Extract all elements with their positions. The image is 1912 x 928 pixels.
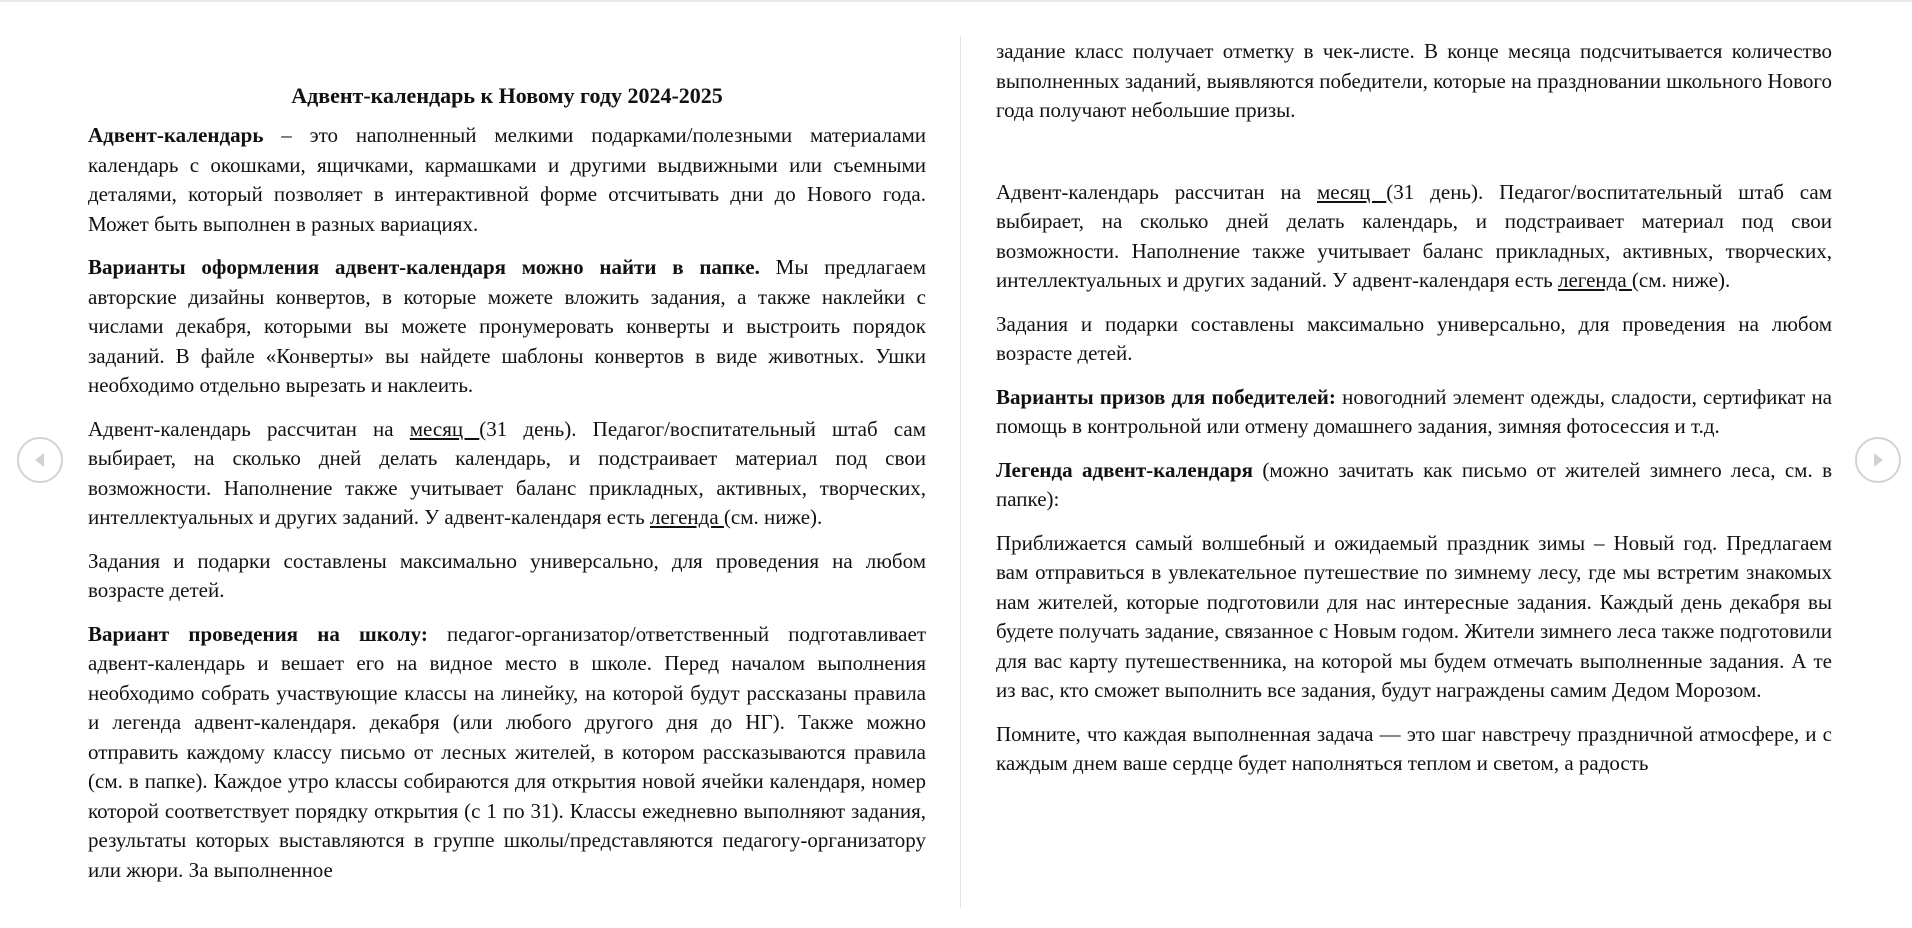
bold-term: Адвент-календарь <box>88 123 264 147</box>
paragraph-text: Мы предлагаем авторские дизайны конвертов, в которые можете вложить задания, а также наклейки с числами декабря, которыми вы можете пронумеровать конверты и выстроить порядок заданий. В файле «Конверты» вы найдете шаблоны конвертов в виде животных. Ушки необходимо отдельно вырезать и наклеить. <box>88 255 926 397</box>
paragraph-text: Адвент-календарь рассчитан на <box>88 416 410 441</box>
previous-page-button[interactable] <box>17 437 63 483</box>
paragraph-text: (31 день). Педагог/воспитательный штаб сам выбирает, на сколько дней делать календарь, и подстраивает материал под свои возможности. Наполнение также учитывает баланс прикладных, активных, творческих, интеллектуальных и других заданий. У адвент-календаря есть <box>996 179 1832 292</box>
paragraph-text: педагог-организатор/ответственный подготавливает адвент-календарь и вешает его на видное место в школе. Перед началом выполнения необходимо собрать участвующие классы на линейку, на которой будут рассказаны правила и легенда адвент-календаря. декабря (или любого другого дня до НГ). Также можно отправить каждому классу письмо от лесных жителей, в котором рассказываются правила (см. в папке). Каждое утро классы собираются для открытия новой ячейки календаря, номер которой соответствует порядку открытия (с 1 по 31). Классы ежедневно выполняют задания, результаты которых выставляются в группе школы/представляются педагогу-организатору или жюри. За выполненное <box>88 621 926 882</box>
page-divider <box>960 36 961 908</box>
paragraph-universal: Задания и подарки составлены максимально универсально, для проведения на любом возрасте детей. <box>996 311 1832 365</box>
chevron-left-icon <box>32 451 48 469</box>
paragraph-text: Адвент-календарь рассчитан на <box>996 179 1318 204</box>
document-title: Адвент-календарь к Новому году 2024-2025 <box>291 83 723 108</box>
paragraph-universal: Задания и подарки составлены максимально универсально, для проведения на любом возрасте детей. <box>88 548 926 602</box>
next-page-button[interactable] <box>1855 437 1901 483</box>
document-page-left <box>88 0 926 928</box>
paragraph-duration <box>88 415 926 533</box>
chevron-right-icon <box>1870 451 1886 469</box>
underlined-legend: легенда <box>1557 268 1632 292</box>
paragraph-text: – это наполненный мелкими подарками/полезными материалами календарь с окошками, ящичками, кармашками и другими выдвижными или съемными деталями, который позволяет в интерактивной форме отсчитывать дни до Нового года. Может быть выполнен в разных вариациях. <box>88 123 926 236</box>
paragraph-legend-heading <box>996 456 1832 515</box>
paragraph-duration <box>996 178 1832 296</box>
bold-lead: Вариант проведения на школу: <box>88 621 428 646</box>
bold-lead: Варианты оформления адвент-календаря можно найти в папке. <box>88 255 760 279</box>
underlined-month: месяц <box>1317 179 1387 204</box>
paragraph-continuation: задание класс получает отметку в чек-листе. В конце месяца подсчитывается количество выполненных заданий, выявляются победители, которые на праздновании школьного Нового года получают небольшие призы. <box>996 39 1832 122</box>
paragraph-prizes <box>996 383 1832 442</box>
paragraph-closing: Помните, что каждая выполненная задача — это шаг навстречу праздничной атмосфере, и с каждым днем ваше сердце будет наполняться теплом и светом, а радость <box>996 721 1832 775</box>
paragraph-design-options <box>88 253 926 401</box>
underlined-legend: легенда <box>649 505 724 529</box>
bold-lead: Варианты призов для победителей: <box>996 384 1336 409</box>
paragraph-school-variant <box>88 620 926 886</box>
underlined-month: месяц <box>409 416 480 441</box>
paragraph-definition <box>88 121 926 239</box>
bold-lead: Легенда адвент-календаря <box>996 457 1253 482</box>
paragraph-text: (см. ниже). <box>1631 268 1731 292</box>
document-page-right <box>996 0 1832 928</box>
paragraph-text: (31 день). Педагог/воспитательный штаб сам выбирает, на сколько дней делать календарь, и подстраивает материал под свои возможности. Наполнение также учитывает баланс прикладных, активных, творческих, интеллектуальных и других заданий. У адвент-календаря есть <box>88 416 926 529</box>
paragraph-legend-text: Приближается самый волшебный и ожидаемый праздник зимы – Новый год. Предлагаем вам отправиться в увлекательное путешествие по зимнему лесу, где мы встретим знакомых нам жителей, которые подготовили для нас интересные задания. Каждый день декабря вы будете получать задание, связанное с Новым годом. Жители зимнего леса также подготовили для вас карту путешественника, на которой мы будем отмечать выполненные задания. А те из вас, кто сможет выполнить все задания, будут награждены самим Дедом Морозом. <box>996 530 1832 702</box>
paragraph-text: новогодний элемент одежды, сладости, сертификат на помощь в контрольной или отмену домашнего задания, зимняя фотосессия и т.д. <box>996 384 1832 438</box>
paragraph-text: (см. ниже). <box>723 505 823 529</box>
blank-line <box>996 140 1832 178</box>
paragraph-text: (можно зачитать как письмо от жителей зимнего леса, см. в папке): <box>996 457 1832 511</box>
